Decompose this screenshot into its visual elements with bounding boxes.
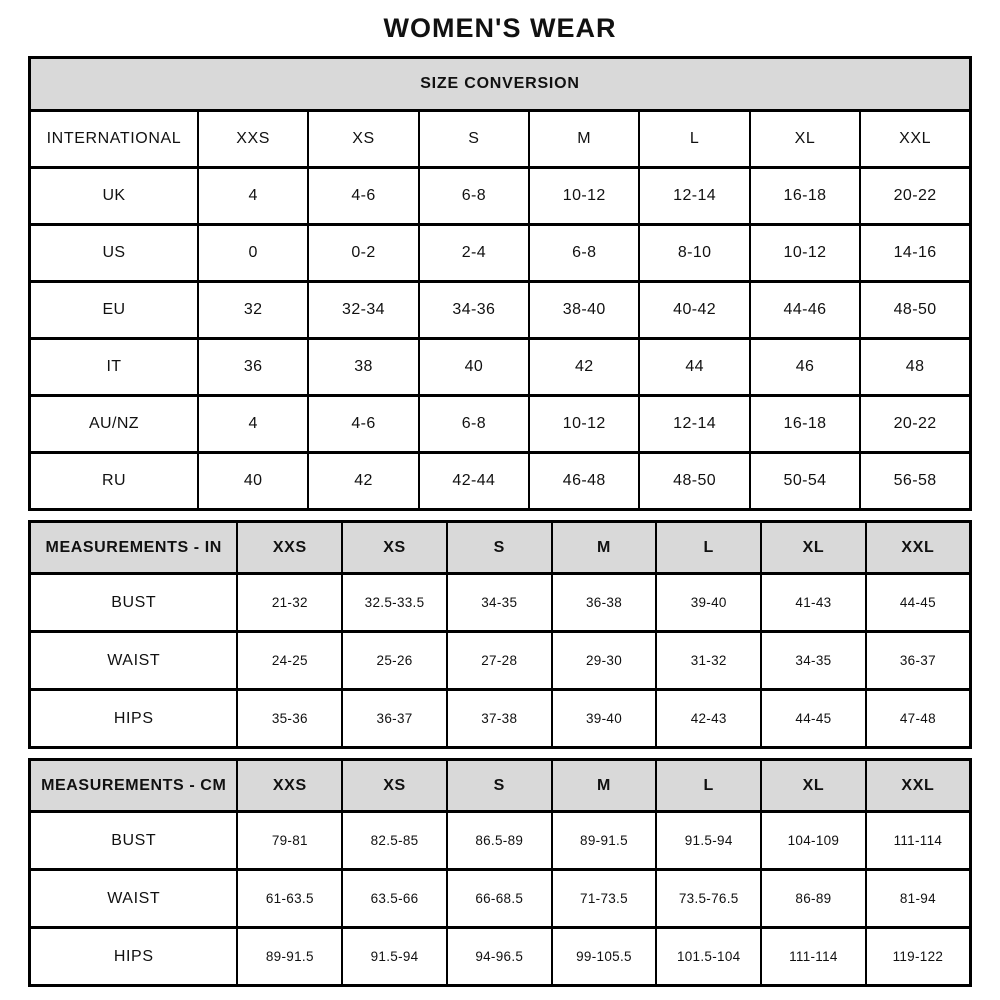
table-cell: 20-22 <box>860 396 970 453</box>
table-cell: 91.5-94 <box>656 812 761 870</box>
column-header: XS <box>342 522 447 574</box>
column-header: L <box>656 522 761 574</box>
table-cell: 10-12 <box>529 396 639 453</box>
table-cell: 42-43 <box>656 690 761 748</box>
table-cell: 4-6 <box>308 396 418 453</box>
row-label: BUST <box>30 812 238 870</box>
table-cell: 82.5-85 <box>342 812 447 870</box>
table-cell: 32 <box>198 282 308 339</box>
table-cell: 36-37 <box>342 690 447 748</box>
table-cell: 8-10 <box>639 225 749 282</box>
table-cell: 10-12 <box>529 168 639 225</box>
table-cell: 119-122 <box>866 928 971 986</box>
table-cell: 35-36 <box>237 690 342 748</box>
table-title: MEASUREMENTS - CM <box>30 760 238 812</box>
table-cell: 12-14 <box>639 168 749 225</box>
table-cell: 14-16 <box>860 225 970 282</box>
table-cell: 21-32 <box>237 574 342 632</box>
column-header: M <box>529 111 639 168</box>
table-cell: 6-8 <box>419 168 529 225</box>
row-label: IT <box>30 339 198 396</box>
table-cell: 25-26 <box>342 632 447 690</box>
table-cell: 101.5-104 <box>656 928 761 986</box>
table-row <box>30 574 971 632</box>
table-cell: 44-45 <box>761 690 866 748</box>
table-row <box>30 282 971 339</box>
table-cell: 4-6 <box>308 168 418 225</box>
table-cell: 16-18 <box>750 168 860 225</box>
column-header: XXL <box>866 522 971 574</box>
column-header: XL <box>761 522 866 574</box>
table-cell: 47-48 <box>866 690 971 748</box>
table-cell: 0 <box>198 225 308 282</box>
table-cell: 6-8 <box>529 225 639 282</box>
row-label: US <box>30 225 198 282</box>
table-row <box>30 632 971 690</box>
column-header: INTERNATIONAL <box>30 111 198 168</box>
column-header: XL <box>761 760 866 812</box>
table-cell: 89-91.5 <box>237 928 342 986</box>
table-cell: 2-4 <box>419 225 529 282</box>
table-cell: 61-63.5 <box>237 870 342 928</box>
table-cell: 111-114 <box>761 928 866 986</box>
table-cell: 73.5-76.5 <box>656 870 761 928</box>
table-cell: 63.5-66 <box>342 870 447 928</box>
table-cell: 66-68.5 <box>447 870 552 928</box>
table-header-row <box>30 760 971 812</box>
measurements-cm-table <box>28 758 972 987</box>
table-cell: 38 <box>308 339 418 396</box>
table-cell: 46 <box>750 339 860 396</box>
table-cell: 24-25 <box>237 632 342 690</box>
table-cell: 48-50 <box>639 453 749 510</box>
table-cell: 6-8 <box>419 396 529 453</box>
table-row <box>30 168 971 225</box>
row-label: BUST <box>30 574 238 632</box>
table-header-row <box>30 522 971 574</box>
row-label: WAIST <box>30 870 238 928</box>
row-label: HIPS <box>30 928 238 986</box>
table-cell: 56-58 <box>860 453 970 510</box>
column-header: M <box>552 522 657 574</box>
table-cell: 91.5-94 <box>342 928 447 986</box>
table-cell: 44-45 <box>866 574 971 632</box>
table-title: MEASUREMENTS - IN <box>30 522 238 574</box>
table-row <box>30 928 971 986</box>
row-label: RU <box>30 453 198 510</box>
table-spacer <box>28 511 972 520</box>
table-cell: 34-35 <box>761 632 866 690</box>
table-cell: 46-48 <box>529 453 639 510</box>
column-header: S <box>447 760 552 812</box>
table-cell: 40 <box>419 339 529 396</box>
table-row <box>30 339 971 396</box>
table-cell: 36 <box>198 339 308 396</box>
table-cell: 32.5-33.5 <box>342 574 447 632</box>
table-cell: 39-40 <box>656 574 761 632</box>
column-header: S <box>419 111 529 168</box>
table-row <box>30 396 971 453</box>
table-cell: 12-14 <box>639 396 749 453</box>
table-cell: 10-12 <box>750 225 860 282</box>
table-cell: 0-2 <box>308 225 418 282</box>
table-cell: 50-54 <box>750 453 860 510</box>
column-header: XXS <box>237 760 342 812</box>
table-cell: 4 <box>198 168 308 225</box>
column-header: XXL <box>860 111 970 168</box>
row-label: AU/NZ <box>30 396 198 453</box>
table-title: SIZE CONVERSION <box>30 58 971 111</box>
table-cell: 48 <box>860 339 970 396</box>
table-cell: 81-94 <box>866 870 971 928</box>
row-label: HIPS <box>30 690 238 748</box>
column-header: XXS <box>237 522 342 574</box>
table-cell: 94-96.5 <box>447 928 552 986</box>
column-header: XXL <box>866 760 971 812</box>
table-cell: 44-46 <box>750 282 860 339</box>
table-cell: 99-105.5 <box>552 928 657 986</box>
table-row <box>30 812 971 870</box>
column-header: S <box>447 522 552 574</box>
table-cell: 31-32 <box>656 632 761 690</box>
table-banner-row <box>30 58 971 111</box>
column-header: XS <box>308 111 418 168</box>
page-title: WOMEN'S WEAR <box>383 13 617 43</box>
table-row <box>30 870 971 928</box>
table-cell: 89-91.5 <box>552 812 657 870</box>
row-label: EU <box>30 282 198 339</box>
table-cell: 44 <box>639 339 749 396</box>
column-header: XXS <box>198 111 308 168</box>
table-cell: 41-43 <box>761 574 866 632</box>
table-cell: 40 <box>198 453 308 510</box>
table-cell: 32-34 <box>308 282 418 339</box>
table-cell: 34-35 <box>447 574 552 632</box>
table-cell: 86.5-89 <box>447 812 552 870</box>
table-cell: 42-44 <box>419 453 529 510</box>
table-cell: 71-73.5 <box>552 870 657 928</box>
measurements-in-table <box>28 520 972 749</box>
column-header: M <box>552 760 657 812</box>
table-cell: 20-22 <box>860 168 970 225</box>
table-cell: 36-37 <box>866 632 971 690</box>
size-conversion-table <box>28 56 972 511</box>
table-cell: 39-40 <box>552 690 657 748</box>
table-cell: 48-50 <box>860 282 970 339</box>
table-cell: 36-38 <box>552 574 657 632</box>
table-row <box>30 690 971 748</box>
column-header: XL <box>750 111 860 168</box>
table-cell: 34-36 <box>419 282 529 339</box>
table-cell: 42 <box>529 339 639 396</box>
table-cell: 111-114 <box>866 812 971 870</box>
table-cell: 16-18 <box>750 396 860 453</box>
row-label: WAIST <box>30 632 238 690</box>
table-row <box>30 453 971 510</box>
table-cell: 37-38 <box>447 690 552 748</box>
table-header-row <box>30 111 971 168</box>
column-header: XS <box>342 760 447 812</box>
table-cell: 38-40 <box>529 282 639 339</box>
table-row <box>30 225 971 282</box>
table-cell: 29-30 <box>552 632 657 690</box>
table-cell: 40-42 <box>639 282 749 339</box>
table-cell: 86-89 <box>761 870 866 928</box>
table-cell: 42 <box>308 453 418 510</box>
table-cell: 79-81 <box>237 812 342 870</box>
table-cell: 4 <box>198 396 308 453</box>
column-header: L <box>639 111 749 168</box>
column-header: L <box>656 760 761 812</box>
table-cell: 104-109 <box>761 812 866 870</box>
table-spacer <box>28 749 972 758</box>
row-label: UK <box>30 168 198 225</box>
table-cell: 27-28 <box>447 632 552 690</box>
